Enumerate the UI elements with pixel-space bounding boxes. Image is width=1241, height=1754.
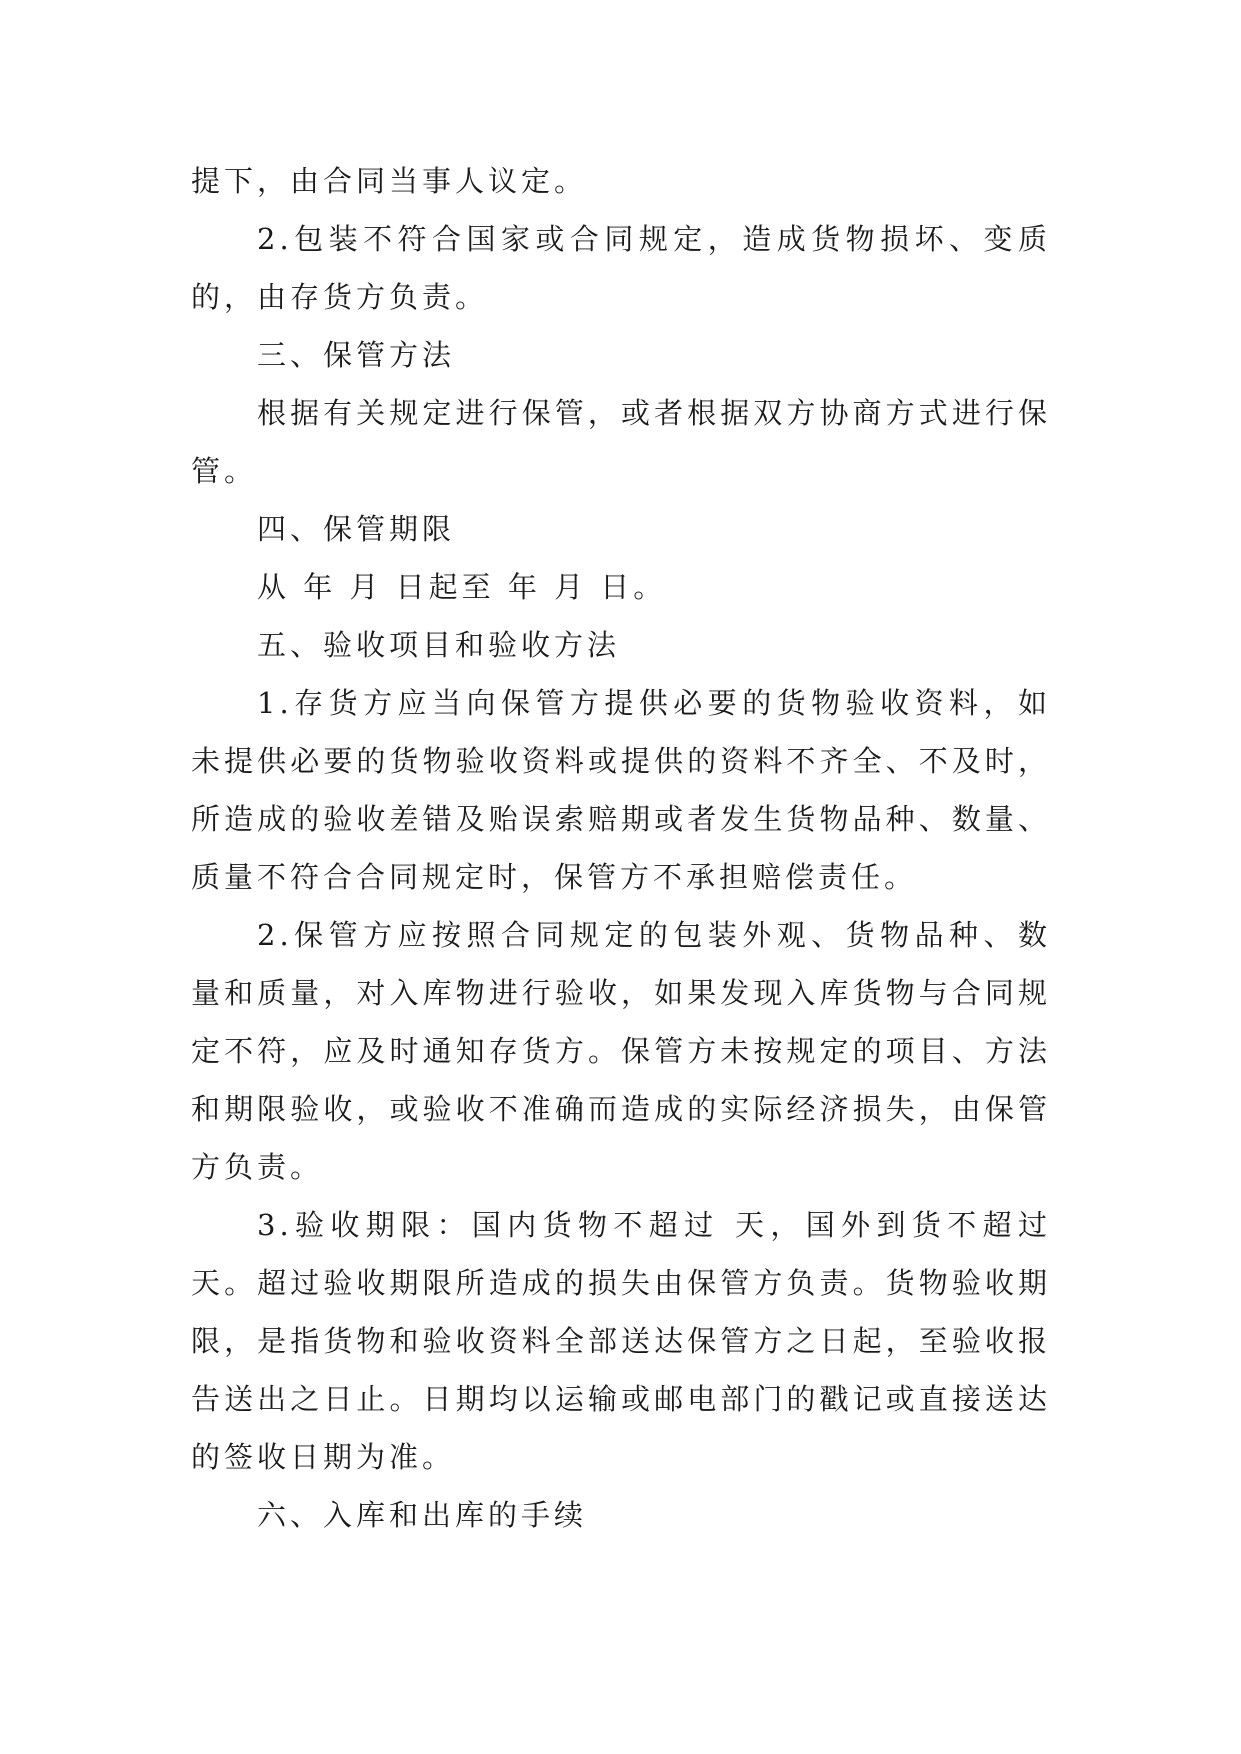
section-heading-inspection: 五、验收项目和验收方法 [257,628,621,662]
paragraph-inspection-1: 1.存货方应当向保管方提供必要的货物验收资料，如未提供必要的货物验收资料或提供的资料不齐全、不及时，所造成的验收差错及贻误索赔期或者发生货物品种、数量、质量不符合合同规定时，保管方不承担赔偿责任。 [191,686,1051,894]
paragraph-inspection-3: 3.验收期限：国内货物不超过 天，国外到货不超过 天。超过验收期限所造成的损失由保管方负责。货物验收期限，是指货物和验收资料全部送达保管方之日起，至验收报告送出之日止。日期均以运输或邮电部门的戳记或直接送达的签收日期为准。 [191,1208,1051,1474]
paragraph-inspection-2: 2.保管方应按照合同规定的包装外观、货物品种、数量和质量，对入库物进行验收，如果发现入库货物与合同规定不符，应及时通知存货方。保管方未按规定的项目、方法和期限验收，或验收不准确而造成的实际经济损失，由保管方负责。 [191,918,1051,1184]
paragraph-continuation: 提下，由合同当事人议定。 [191,164,588,198]
paragraph-storage-method: 根据有关规定进行保管，或者根据双方协商方式进行保管。 [191,396,1051,488]
paragraph-storage-period: 从 年 月 日起至 年 月 日。 [257,570,667,604]
section-heading-storage-period: 四、保管期限 [257,512,456,546]
document-body [191,152,1051,1544]
section-heading-storage-method: 三、保管方法 [257,338,456,372]
section-heading-warehousing: 六、入库和出库的手续 [257,1498,588,1532]
paragraph-packaging-liability: 2.包装不符合国家或合同规定，造成货物损坏、变质的，由存货方负责。 [191,222,1051,314]
